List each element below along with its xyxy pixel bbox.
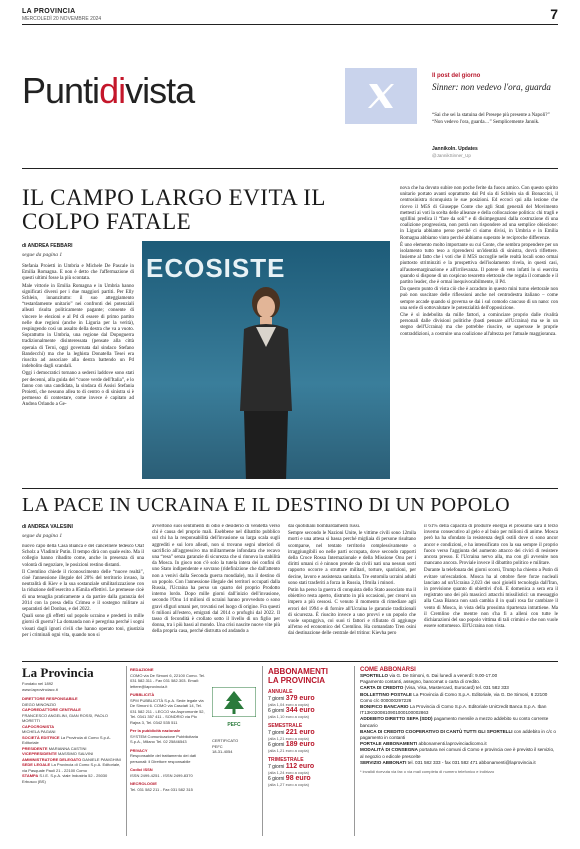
subscription-label: 6 giorni [268,776,285,782]
subscribe-option [360,692,558,704]
staff-role: AMMINISTRATORE DELEGATO [22,756,82,762]
subscribe-option-head: ADDEBITO DIRETTO SEPA (SDD) [360,716,433,722]
newspaper-brand: LA PROVINCIA [22,8,76,15]
paragraph: È uno elemento molto importante su cui Conte, che sembra propendere per un isolamento tutto teso a riprendersi un'identità di sinistra, dovrà riflettere. Insieme al fatto che i voti che il M5S raccoglie nelle realtà locali sono ormai piuttosto striminziti e la prospettiva dell'isolamento rivela, in questi casi, all'autoemarginazione e all'irrilevanza. Il potere di veto infatti lo si esercita quando si dispone di un cospicuo tesoretto elettorale che regala il comando e il partito leader, che è ormai inequivocabilmente, il Pd. [400,242,558,286]
paragraph: Male vittorie in Emilia Romagna e in Umbria hanno significati diversi per i due maggiori partiti. Per Elly Schlein, innanzitutto: il suo atteggiamento “testardamente unitario” nei confronti dei potenziali alleati risulta politicamente pagante; consente di vincere le elezioni e al Pd di essere di primo partito nelle due regioni (anche in Liguria per la verità), respingendo così un assalto della destra che va a vuoto. Soprattutto in Umbria, una regione dal Dopoguerra tradizionalmente disinteressata (pensate alla città operaia di Terni, oggi governata dal sindaco Stefano Bandecchi) ma che la leghista Donatella Tesei era riuscita ad associare alla destra battendo un Pd indebolito dagli scandali. [22,283,134,370]
section-title-highlight: di [99,70,126,111]
staff-name: MARIANNA CASTINI [48,745,87,751]
staff-role: SOCIETÀ EDITRICE [22,734,60,740]
staff-role: DIRETTORE RESPONSABILE [22,696,78,701]
paragraph: avvertono suoi sentimenti di odio e desiderio di vendetta verso chi è causa del proprio mali. Esebbene nel dibattito pubblico sul chi ha la responsabilità dell'invasione su larga scala sugli aggrediti e sui loro alleati, non si trovano segni ulteriori di sacrificio all'aggressivo ma militarmente infondata che recavo una “resa” senza garanzie di sicurezza che si rinnova la stabilità da Mosca. In gioco non c'è solo la tutela intera dei confini di uno Stato indipendente e sovrano (ridefinizione che dall'attento non a venivi dalla Seconda guerra mondiale), ma il destino di un popolo. Con l'annessione illegale dei territori occupati dalla Russia, l'Ucraina ha perso un quarto del proprio Prodotto interno lordo. Dopo mille giorni dall'inizio dell'invasione, secondo l'Onu 14 milioni di ucraini hanno provveduto o sono gravi sfiguri umani per, trovatisi nel luogo di origine. Fra questi 6 milioni all'estero, emigrati dal 2014 o profughi dal 2022. Il tasso di fecondità è crollato sotto il livello di un figlio per donna, tra i più bassi al mondo. Una crisi nascite nuove vite più della propria casa, perché distrutta od andando a [152,524,280,635]
footer-masthead-sub: Fondato nel 1892 www.laprovinciacc.it [22,681,58,692]
section-rule [22,168,558,169]
how-to-subscribe-title: COME ABBONARSI [360,667,416,673]
pefc-logo [212,687,256,733]
page-number: 7 [550,6,558,22]
section-title-part: vista [125,70,195,111]
staff-entry [22,762,122,773]
x-logo-icon [365,80,397,112]
pefc-caption-line: CERTIFICATO [212,738,239,743]
post-title: Sinner: non vedevo l'ora, guarda [432,82,551,92]
subscribe-option-text: abbonamenti.laprovinciadicomo.it [418,741,487,747]
subscribe-option-head: SERVIZIO ABBONATI [360,759,407,765]
footer-divider [354,666,355,836]
paragraph: nuovo capo della Casa Bianca e del cancelliere tedesco Olaf Scholz a Vladimir Putin. Il tempo dirà con quale esito. Ma il collegio hanno ribadito come, anche in presenza di una volontà di negoziare, le posizioni restino distanti. [22,544,144,568]
staff-name: S.I.E. S.p.A. viale Industria 52 - 25030 Erbusco (BS) [22,773,108,784]
redazione-text: SPM PUBBLICITÀ S.p.A. Sede legale via De Simoni 6. COMO via Casciati 14, Tel. 031 582 211 - LECCO via Aspromonte 52, Tel. 0341 357 411 - SONDRIO via Pio Rajna 3, Tel. 0342 535 511 [130,697,205,725]
subscription-row [268,729,350,736]
post-handle: @JannikSinner_Up [432,153,471,158]
subscription-note: (alla 1,21 euro a copia) [268,748,309,753]
subscription-row [268,775,350,782]
article1-headline: IL CAMPO LARGO EVITA IL COLPO FATALE [22,185,326,234]
subscription-price: 379 euro [285,695,315,702]
subscribe-option-text: via G. De Simoni, 6. Dai lunedì a venerdì: 9.00-17.00 [389,673,498,678]
subscribe-option-text: portatura nei comuni di Como e provincia ove è previsto il servizio, al negozio o edicole prescelte [360,747,555,759]
subscription-row [268,695,350,702]
redazione-entry [130,748,208,765]
subscribe-option-text: pagamento mensile a mezzo addebito su conto corrente bancario [360,716,549,728]
section-title [22,70,194,112]
subscription-group-name: TRIMESTRALE [268,757,304,763]
x-logo-box [345,68,417,124]
paragraph: Durante la telefonata dei giorni scorsi, Trump ha chiesto a Putin di evitare un'escalation. Mosca ha al ottobre fiere forze nucleali lanciato ad un'Ucraina 2,023 dei suoi gioielli tecnologia dall'Iran, in previsione quanto di obiettivi d'oli. E domenica a sera era il registrato uno dei più massicci attacchi missilistici: un messaggio alla Casa Bianca non sarà cambia il in quali rosa far cambiare il vento di Mosca, in vista della prossima ripartenza intrattiene. Ma il Cremlino che mentre non s'ha fi a alleni con tutte le dichiarazioni del suo popolo vittima di tali crimini e che non vuole essere sottomesso. Ell'Ucraina non vista. [424,568,558,630]
footer-divider [126,666,127,836]
subscription-row [268,741,350,748]
pefc-mark: PEFC [227,722,241,728]
subscribe-option-text: tel. 031 582 333 - fax 031 582 471 abbonamenti@laprovincia.it [407,759,536,765]
subscribe-option [360,704,558,716]
footer-rule [22,661,558,662]
staff-name: MASSIMO SALVINI [58,751,94,756]
post-label: Il post del giorno [432,73,481,79]
issue-date: MERCOLEDÌ 20 NOVEMBRE 2024 [22,16,102,22]
subscribe-option-head: BOLLETTINO POSTALE [360,691,412,697]
article2-column-4 [424,524,558,656]
subscription-group-name: SEMESTRALE [268,723,303,729]
paragraph: nova che ha dovuto subire non poche ferite da fuoco amico. Con questo spirito unitario portato avanti soprattutto dal Pd sia di Schlein sia di Bonaccini, il centrosinistra riconquista le sue posizioni. Ed eccoci qui alla lezione che ricevo il M5S di Giuseppe Conte che agli Stati generali del Movimento mettesti ai voti la scelta delle alleanze e della collocazione politica: chi tragli e sgrillini predica il “fare da soli” e di disimpegnarsi dalla costruzione di una coalizione progressista, non potrà non rispondere ad una semplice obiezione: in Liguria abbiamo perso perché ci siamo divisi, in Umbria e in Emilia Romagna abbiamo vinto perché abbiamo superato le reciproche differenze. [400,186,558,241]
redazione-head: Codici ISSN [130,767,153,772]
staff-name: MICHELA PAGANI [22,729,56,734]
subscriptions-block [268,667,350,787]
subscribe-option-text: La Provincia di Como S.p.A. Editoriale UniCredit Banca S.p.A. Iban IT13K0200810901000100002863 [360,704,547,716]
pefc-caption [212,738,258,755]
redazione-text: ISSN 2499-4251 - ISSN 2499-8370 [130,772,193,778]
staff-entry [22,696,122,707]
paragraph: Da questo punto di vista ciò che è accaduto in questo mini turno elettorale non può non suscitare delle riflessioni anche nel centrodestra italiano – come sempre accade quando si governa se dai i sul comodo caucuso di un nano: con una serie di sottovalutare le potenzialità dell'opposizione. [400,287,558,311]
paragraph: Stefania Proietti in Umbria e Michele De Pascale in Emilia Romagna. E non è detto che l'affermazione di questi ultimi fosse la più scontata. [22,264,134,282]
post-text: “Sai che sei la statuina del Presepe più presente a Napoli?” “Non vedevo l'ora, guarda…” Semplicemente Jannik. [432,113,550,125]
subscription-note: (alla 1,04 euro a copia) [268,702,309,707]
post-author: JannikoIn. Updates [432,146,478,152]
subscribe-option-head: BANCA DI CREDITO COOPERATIVO DI CANTÙ TUTTI GLI SPORTELLI [360,728,513,734]
pefc-tree-icon [212,687,256,717]
staff-name: La Provincia di Como S.p.A. Editoriale [22,734,111,745]
section-title-part: Punti [22,70,100,111]
subscription-row [268,763,350,770]
subscribe-option-head: MODALITÀ DI CONSEGNA [360,747,418,753]
subscribe-option-text: La Provincia di Como S.p.A. Editoriale, via G. De Simoni, 6 22100 Como c/c 000000297226 [360,691,548,703]
subscription-label: 7 giorni [268,696,285,702]
subscription-note: (alla 1,24 euro a copia) [268,770,309,775]
staff-entry [22,707,122,724]
redazione-head: PUBBLICITÀ [130,692,155,697]
subscription-price: 344 euro [285,707,315,714]
article1-byline: di ANDREA FEBBARI [22,243,73,249]
redazione-text: COMO via De Simoni 6, 22100 Como. Tel. 031 582.311 - Fax 031 582.303. Email: lettere@laprovincia.it [130,672,206,689]
subscription-label: 6 giorni [268,742,285,748]
paragraph: Sempre secondo le Nazioni Unite, le vittime civili sono 12mila morti e una attesa si bassa perché migliaia di persone risultano scomparse, nel tentato territorio complessivamente o irraggiungibili oo nelle parti occupata, dove secondo rapporti della Croce Rossa Internazionale e della Missione Onu per i diritti umani ci è ninnon prende da civili nati una nessun sorti rapporto occorre a strutture militari, torture, sparizioni, per decine, lavoro e assistenza sanitaria. Tre entomila ucraini adulti sono stati trasferiti a forza in Russia, 19mila i minori. [288,531,416,586]
paragraph: Putin ha perso la guerra di conquista dello Stato associato ma il obiettivo resta aperto, distrutto in più occasioni, per crearvi un impero a più cessosi. C venuto il momento di rimediare agli errori del 1994 e di fornire all'Ucraina le garanzie tradizionali di sicurezza. È riuscito invece a uno provvi e un popolo che vuole sopraggiva, coi suoi ti fattori e rifiutato di aggiunge all'etno ed economico del Cremlino. Ha comandato Tren osini dai destinazione delle centrale del tritino: Kievha pero [288,588,416,637]
subscription-price: 221 euro [285,729,315,736]
footer-masthead: La Provincia [22,665,94,680]
person-figure [234,281,298,479]
subscribe-option [360,747,558,759]
subscription-label: 7 giorni [268,730,285,736]
staff-role: CAPOCRONISTA [22,723,55,729]
article1-photo [142,241,390,479]
article2-column-1 [22,544,144,656]
staff-name: DANIELE PANIGHINI [82,756,121,762]
paragraph: Che è sì indebolita da mille fattori, a cominciare proprio dalle rivalità personali dalle divisioni politiche (basti pensare all'Ucraina) ma se in un stegno dell'Ucraina) ma che potrebbe riuscire, se saperssse le proprie contraddizioni, a costruire una coalizione all'altezza per l'attuale maggioranza. [400,313,558,337]
staff-list [22,696,122,784]
redazione-head: NECROLOGIE [130,781,157,786]
subscribe-option-text: Pagamento contanti, assegno, bancomat o carta di credito. [360,679,481,685]
staff-name: DIEGO MINONZIO [22,701,56,707]
article2-follow: segue da pagina 1 [22,533,63,539]
redazione-text: SYSTEM Comunicazione Pubblicitaria S.p.A., Milano Tel. 02 25846543 [130,733,199,744]
paragraph: Oggi i democratici tornano a sedersi laddove sono stati per decenni, alla guida del “cuore verde dell'Italia”, e lo fanno con una candidata, la sindaca di Assisi Stefania Proietti, che nessuno allea to di centro o di sinistra si è permesso di contestare, come invece è capitato ad Andrea Orlando a Ge- [22,371,134,408]
subscription-label: 7 giorni [268,764,285,770]
redazione-head: PRIVACY [130,747,148,753]
subscribe-option-head: BONIFICO BANCARIO [360,704,409,710]
redazione-head: REDAZIONE [130,667,154,672]
subscribe-option-head: CARTA DI CREDITO [360,685,404,691]
staff-role: SEDE LEGALE [22,762,51,767]
subscribe-option [360,716,558,728]
subscription-price: 189 euro [285,741,315,748]
subscription-row [268,707,350,714]
staff-role: PRESIDENTE [22,745,48,751]
subscription-note: (alla 1,21 euro a copia) [268,736,309,741]
redazione-entry [130,781,208,792]
paragraph: Quali sono gli effetti sul popolo ucraino e predetti in mille giorni di guerra? La domanda non è peregrina perché i sogni vissuti dagli ignoti civili che hanno operato toni, giustizia per i criminali ogni vita, quando non si [22,614,144,638]
subscribe-option [360,760,558,766]
subscription-group-name: ANNUALE [268,689,293,695]
staff-role: VICEPRESIDENTE [22,751,57,756]
article2-column-3 [288,524,416,656]
footer-divider [262,666,263,836]
staff-role: CAPOREDATTORE CENTRALE [22,707,81,712]
section-rule [22,488,558,489]
article1-column-3 [400,186,558,339]
article2-column-2 [152,524,280,656]
header-rule [22,24,558,25]
redazione-entry [130,767,208,778]
redazione-block [130,667,208,792]
subscription-note: (alla 1,10 euro a copia) [268,714,309,719]
subscription-note: (alla 1,27 euro a copia) [268,782,309,787]
redazione-text: Responsabile del trattamento dei dati personali: il Direttore responsabile [130,753,197,764]
redazione-entry [130,692,208,725]
subscribe-option [360,729,558,741]
article1-follow: segue da pagina 1 [22,252,63,258]
paragraph: dai quotidiani bombardamenti russi. [288,524,361,529]
redazione-head: Per la pubblicità nazionale [130,728,181,733]
redazione-entry [130,667,208,689]
pefc-caption-line: PEFC [212,743,223,749]
how-to-subscribe-block [360,667,558,774]
redazione-entry [130,728,208,745]
staff-role: STAMPA [22,773,39,778]
subscriptions-title: ABBONAMENTI LA PROVINCIA [268,667,328,685]
subscription-label: 6 giorni [268,708,285,714]
paragraph: Il Cremlino chiede il riconoscimento delle “nuove realtà”, cioè l'annessione illegale del 20% del territorio invaso, la neutralità di Kiev e la sua sostanziale smilitarizzazione con la riduzione dell'esercito a 85mila effettivi. Le premesse cioè di una tenaglia praticamente a da partire dalla garanzia del 2014 con la presa della Crimea e il sostegno militare ai separatisti del Donbas, e del 2022. [22,569,144,613]
staff-name: La Provincia di Como S.p.A. Editoriale, via Pasquale Paoli 21 - 22100 Como [22,762,121,773]
subscribe-option-head: SPORTELLO [360,673,389,678]
photo-backdrop-text: ECOSISTE [146,253,286,283]
pefc-caption-line: 18-31-4054 [212,749,233,754]
staff-entry [22,735,122,746]
subscribe-footnote: * invalidi ricevuta via fax o via mail completa di numero telefonico e indirizzo [360,769,495,775]
subscribe-option-text: con addebito in c/c o pagamento in contanti [360,728,556,741]
subscribe-option-text: (Visa, Visa, Mastercard, Eurocard) tel. 031 582 333 [404,685,509,691]
subscription-price: 112 euro [285,763,315,770]
subscribe-option-head: PORTALE ABBONAMENTI [360,741,418,747]
redazione-text: Tel. 031 582 211 - Fax 031 582 315 [130,786,193,792]
article1-column-1 [22,264,134,410]
staff-name: FRANCESCO ANGELINI, GIAN ROSSI, PAOLO MORETTI [22,712,108,723]
paragraph: il 61% della capacità di produrre energia el prossimo sarà il terzo inverno consecutivo al gelo e al buio per milioni di anime. Mosca però ha ha sfondato la resistenza degli ostili dove ci sono ancor ancor e condizioni, e ha intensificato con la sua sempre il proprio fuoco verso l'aggiunta del aumento attacco dei civici di resistere ancora presso. E l'Ucraina nervo alla, ma con gli avvenire non mancano ancora. Proviale invece il dibattito politico e militare. [424,524,558,567]
staff-entry [22,773,122,784]
article2-byline: di ANDREA VALESINI [22,524,73,530]
article2-headline: LA PACE IN UCRAINA E IL DESTINO DI UN POPOLO [22,494,510,516]
staff-entry [22,724,122,735]
subscription-price: 98 euro [285,775,311,782]
footer-masthead-block [22,665,122,784]
